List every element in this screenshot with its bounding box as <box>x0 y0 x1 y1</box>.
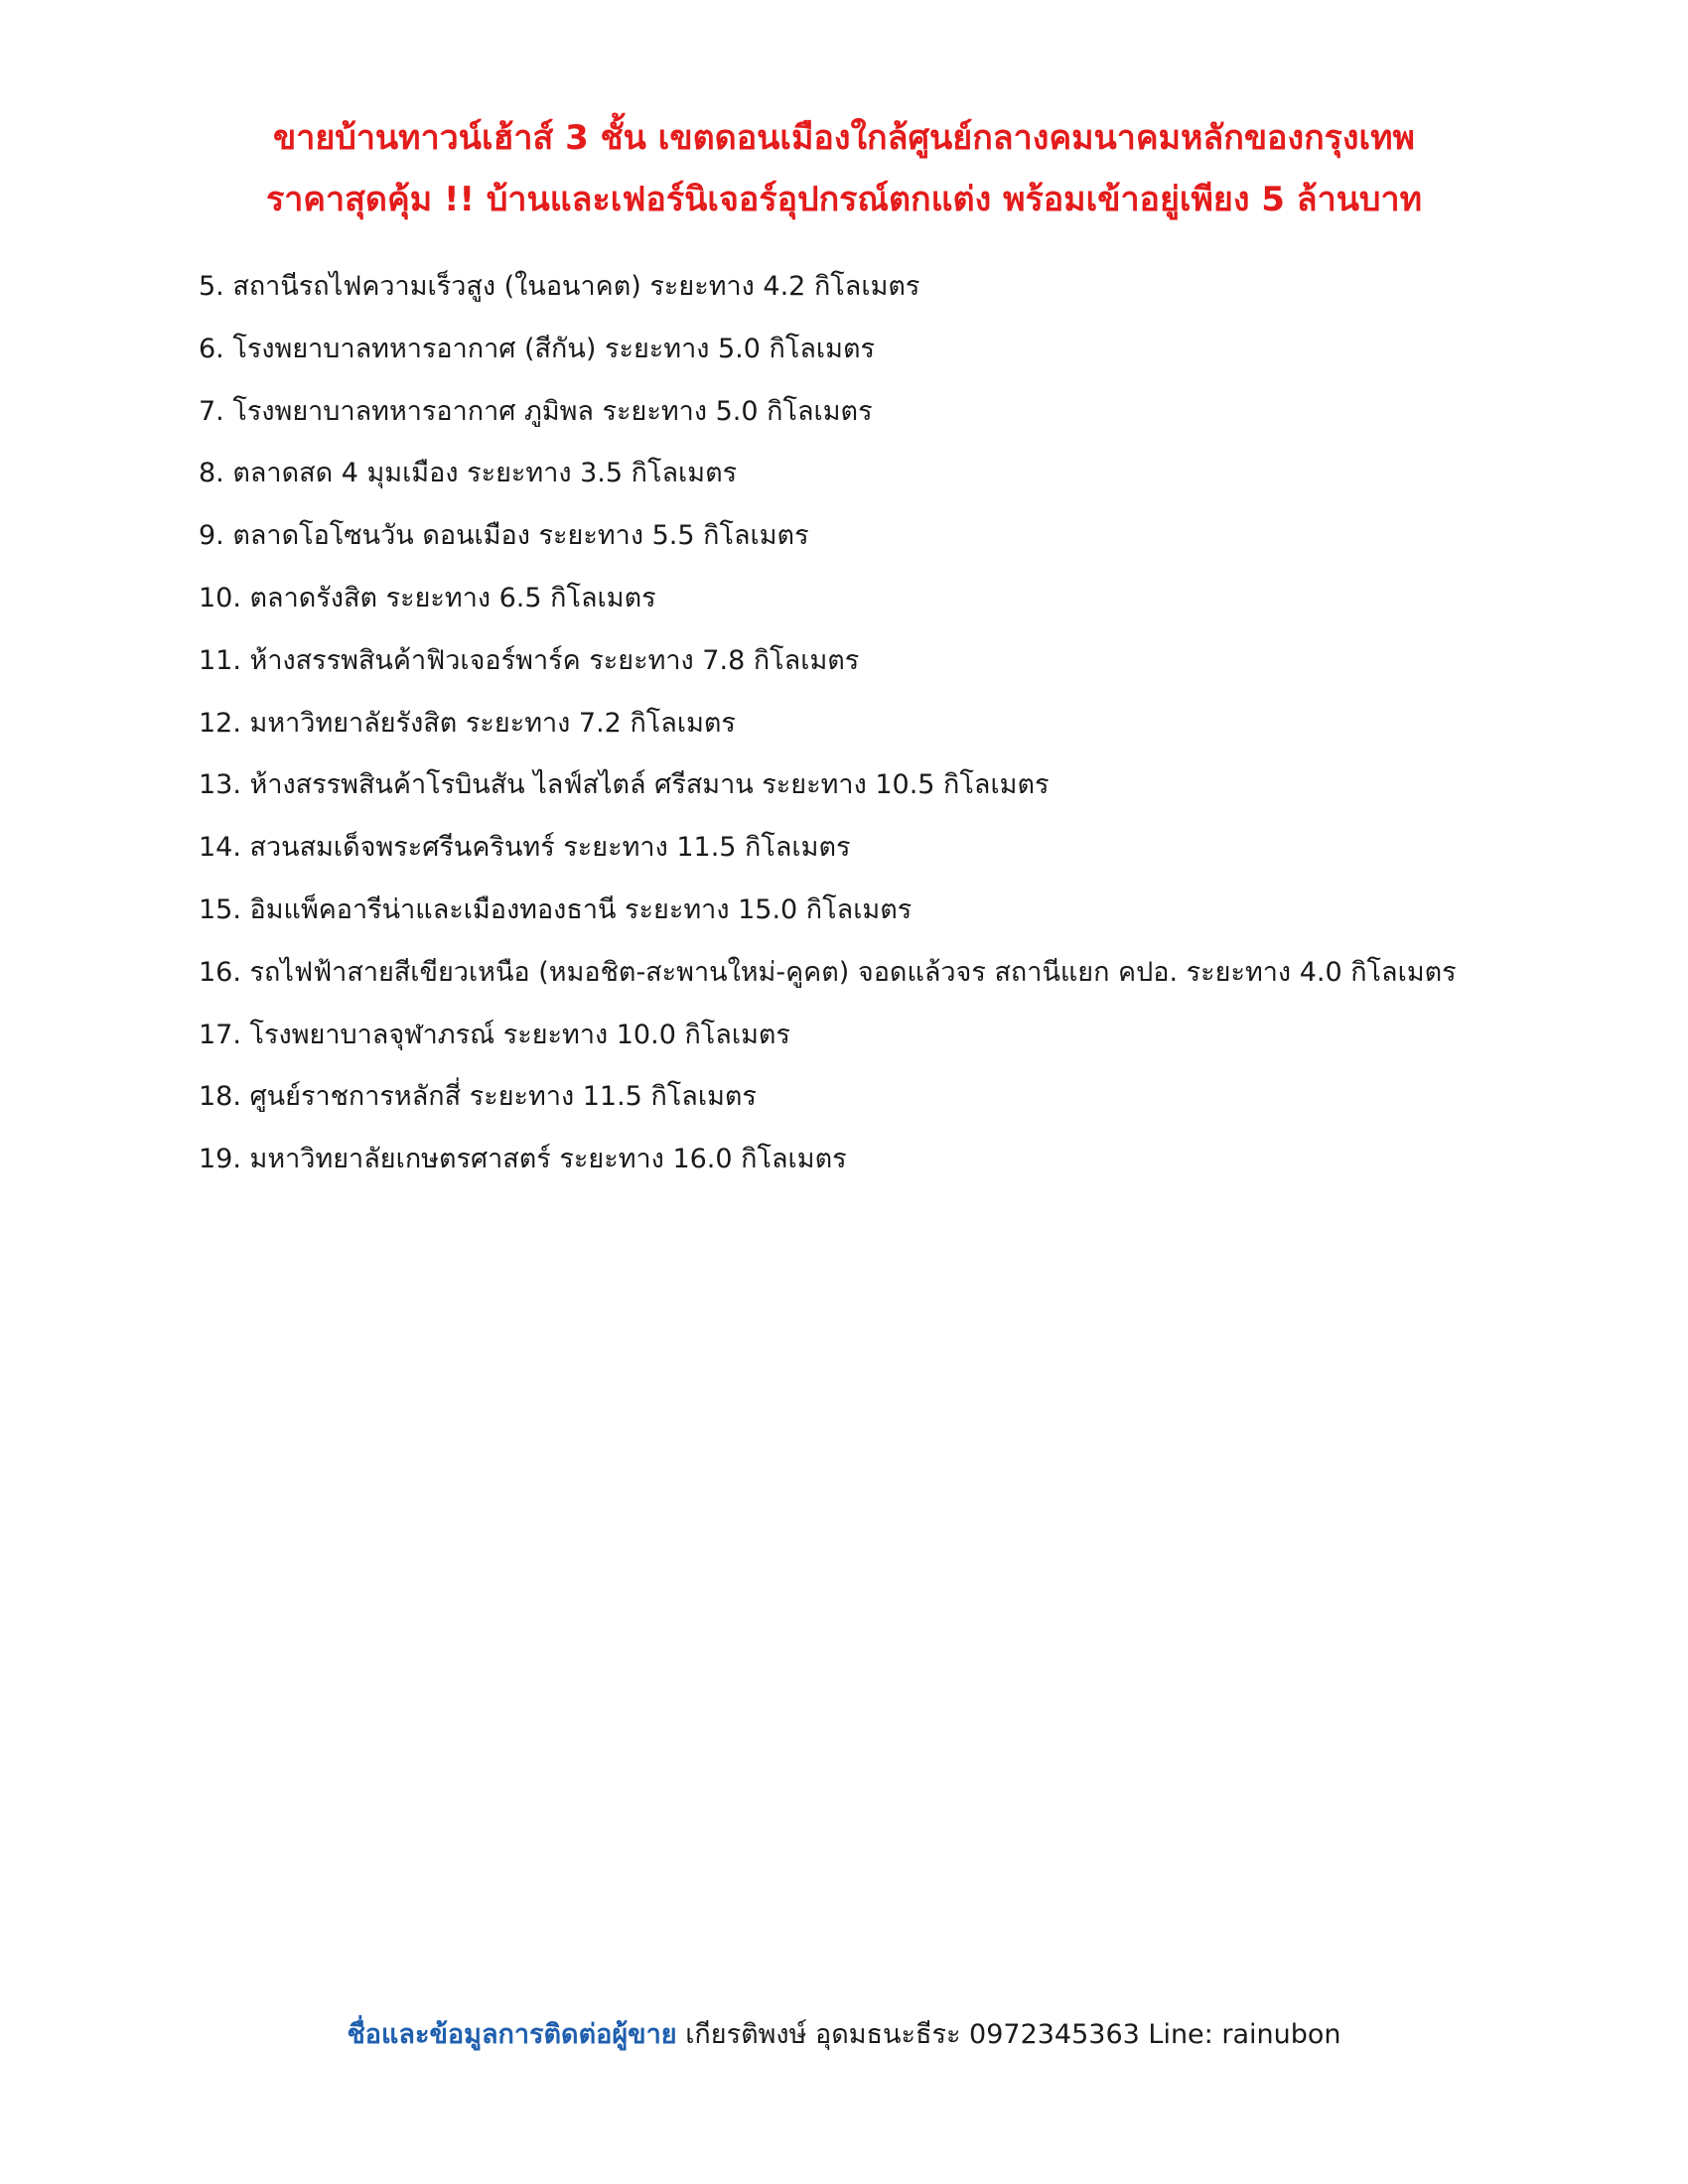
list-item: 17. โรงพยาบาลจุฬาภรณ์ ระยะทาง 10.0 กิโลเมตร <box>199 1019 790 1050</box>
list-item: 9. ตลาดโอโซนวัน ดอนเมือง ระยะทาง 5.5 กิโลเมตร <box>199 520 809 552</box>
list-item: 16. รถไฟฟ้าสายสีเขียวเหนือ (หมอชิต-สะพานใหม่-คูคต) จอดแล้วจร สถานีแยก คปอ. ระยะทาง 4.0 กิโลเมตร <box>199 956 1457 988</box>
list-item: 5. สถานีรถไฟความเร็วสูง (ในอนาคต) ระยะทาง 4.2 กิโลเมตร <box>199 271 920 302</box>
listing-title: ขายบ้านทาวน์เฮ้าส์ 3 ชั้น เขตดอนเมืองใกล้ศูนย์กลางคมนาคมหลักของกรุงเทพ <box>273 118 1415 158</box>
list-item: 12. มหาวิทยาลัยรังสิต ระยะทาง 7.2 กิโลเมตร <box>199 707 736 739</box>
list-item: 14. สวนสมเด็จพระศรีนครินทร์ ระยะทาง 11.5 กิโลเมตร <box>199 832 851 864</box>
list-item: 10. ตลาดรังสิต ระยะทาง 6.5 กิโลเมตร <box>199 582 656 614</box>
seller-contact <box>0 2015 1688 2055</box>
list-item: 13. ห้างสรรพสินค้าโรบินสัน ไลฟ์สไตล์ ศรีสมาน ระยะทาง 10.5 กิโลเมตร <box>199 769 1050 801</box>
listing-subtitle: ราคาสุดคุ้ม !! บ้านและเฟอร์นิเจอร์อุปกรณ์ตกแต่ง พร้อมเข้าอยู่เพียง 5 ล้านบาท <box>265 180 1423 219</box>
list-item: 18. ศูนย์ราชการหลักสี่ ระยะทาง 11.5 กิโลเมตร <box>199 1081 757 1113</box>
seller-contact-label: ชื่อและข้อมูลการติดต่อผู้ขาย <box>347 2019 677 2050</box>
list-item: 15. อิมแพ็คอารีน่าและเมืองทองธานี ระยะทาง 15.0 กิโลเมตร <box>199 893 913 925</box>
listing-header <box>0 107 1688 230</box>
seller-contact-value: เกียรติพงษ์ อุดมธนะธีระ 0972345363 Line: rainubon <box>685 2019 1341 2050</box>
nearby-places-list <box>199 256 1457 1191</box>
list-item: 11. ห้างสรรพสินค้าฟิวเจอร์พาร์ค ระยะทาง 7.8 กิโลเมตร <box>199 644 860 676</box>
list-item: 7. โรงพยาบาลทหารอากาศ ภูมิพล ระยะทาง 5.0 กิโลเมตร <box>199 395 873 427</box>
list-item: 8. ตลาดสด 4 มุมเมือง ระยะทาง 3.5 กิโลเมตร <box>199 458 738 489</box>
list-item: 19. มหาวิทยาลัยเกษตรศาสตร์ ระยะทาง 16.0 กิโลเมตร <box>199 1144 847 1175</box>
list-item: 6. โรงพยาบาลทหารอากาศ (สีกัน) ระยะทาง 5.0 กิโลเมตร <box>199 333 875 364</box>
